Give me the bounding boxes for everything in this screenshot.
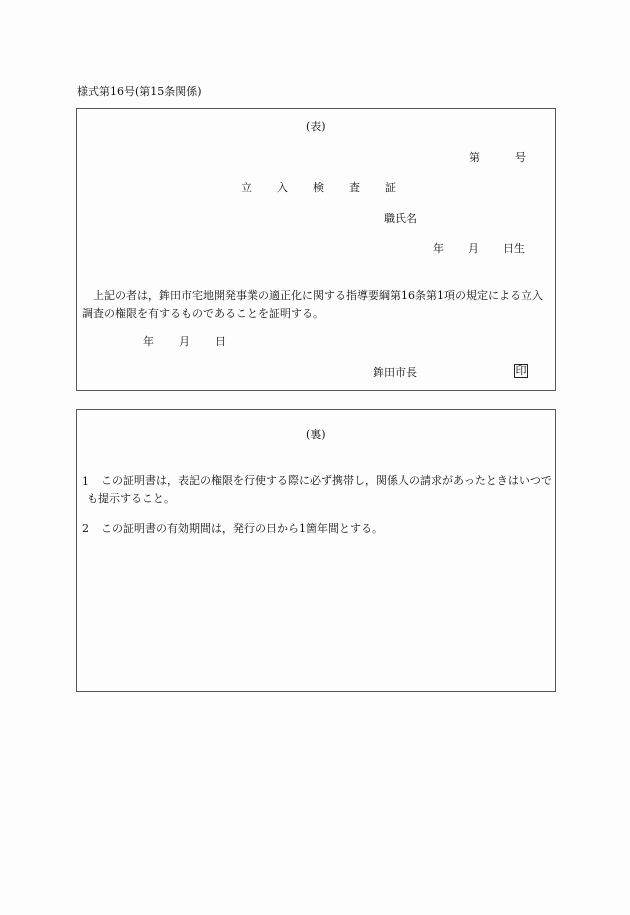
birth-year-label: 年 bbox=[433, 242, 444, 255]
issue-day-label: 日 bbox=[215, 335, 226, 348]
back-item-2-number: 2 bbox=[82, 522, 89, 535]
back-heading: (裏) bbox=[306, 428, 326, 441]
title-char-4: 査 bbox=[349, 181, 360, 194]
certificate-back bbox=[76, 409, 556, 692]
certificate-front bbox=[76, 108, 556, 391]
title-char-3: 検 bbox=[313, 181, 324, 194]
title-char-1: 立 bbox=[241, 181, 252, 194]
certificate-number-dai: 第 bbox=[469, 151, 480, 164]
position-name-label: 職氏名 bbox=[384, 212, 417, 225]
certification-text: 上記の者は，鉾田市宅地開発事業の適正化に関する指導要綱第16条第1項の規定による立入調査の権限を有するものであることを証明する。 bbox=[82, 289, 543, 320]
certificate-number-go: 号 bbox=[515, 151, 526, 164]
back-item-1-text: この証明書は，表記の権限を行使する際に必ず携帯し，関係人の請求があったときはいつでも提示すること。 bbox=[87, 474, 552, 505]
title-char-5: 証 bbox=[385, 181, 396, 194]
form-label: 様式第16号(第15条関係) bbox=[77, 85, 202, 98]
birth-day-label: 日生 bbox=[503, 242, 525, 255]
issuer-name: 鉾田市長 bbox=[373, 366, 417, 379]
official-seal-mark: 印 bbox=[515, 364, 527, 377]
back-item-1-number: 1 bbox=[82, 475, 89, 488]
issue-year-label: 年 bbox=[143, 335, 154, 348]
title-char-2: 入 bbox=[277, 181, 288, 194]
issue-month-label: 月 bbox=[179, 335, 190, 348]
back-item-2-text: この証明書の有効期間は，発行の日から1箇年間とする。 bbox=[101, 522, 383, 535]
birth-month-label: 月 bbox=[468, 242, 479, 255]
front-heading: (表) bbox=[306, 120, 326, 133]
